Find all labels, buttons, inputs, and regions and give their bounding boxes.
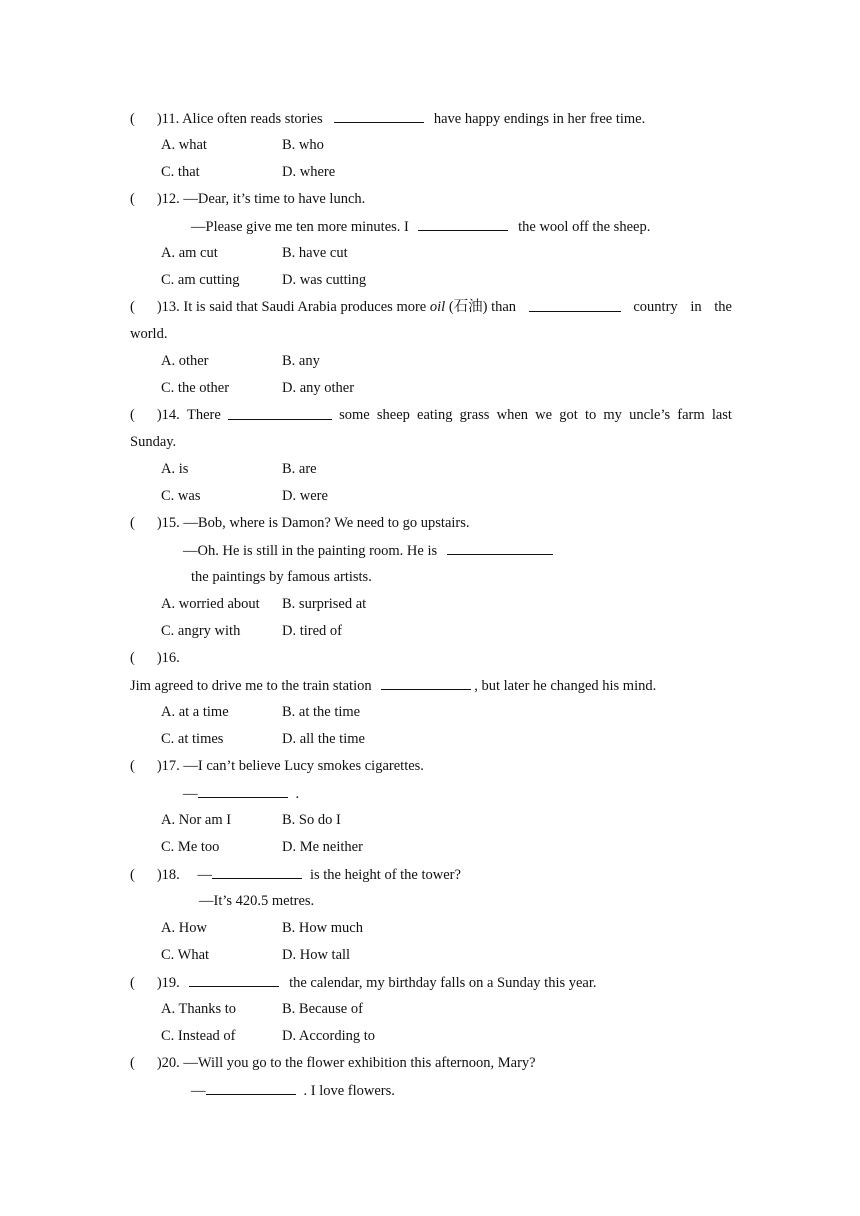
answer-blank[interactable] xyxy=(198,783,288,798)
question-15: ( )15. —Bob, where is Damon? We need to go upstairs. xyxy=(130,515,470,531)
answer-blank[interactable] xyxy=(334,108,424,123)
option-c[interactable]: C. Instead of xyxy=(161,1028,236,1044)
option-d[interactable]: D. where xyxy=(282,164,336,180)
question-11: ( )11. Alice often reads stories have happy endings in her free time. xyxy=(130,108,645,129)
question-20: ( )20. —Will you go to the flower exhibition this afternoon, Mary? xyxy=(130,1055,536,1071)
answer-blank[interactable] xyxy=(418,216,508,231)
option-a[interactable]: A. what xyxy=(161,137,207,153)
answer-blank[interactable] xyxy=(212,864,302,879)
option-c[interactable]: C. Me too xyxy=(161,839,220,855)
option-b[interactable]: B. at the time xyxy=(282,704,361,720)
question-18-reply: —It’s 420.5 metres. xyxy=(199,893,315,909)
option-c[interactable]: C. the other xyxy=(161,380,230,396)
option-d[interactable]: D. Me neither xyxy=(282,839,363,855)
answer-blank[interactable] xyxy=(228,405,332,420)
option-a[interactable]: A. How xyxy=(161,920,207,936)
question-14-cont: Sunday. xyxy=(130,434,177,450)
question-17-reply: — . xyxy=(183,783,299,804)
option-b[interactable]: B. any xyxy=(282,353,320,369)
option-d[interactable]: D. How tall xyxy=(282,947,351,963)
option-b[interactable]: B. So do I xyxy=(282,812,341,828)
option-d[interactable]: D. were xyxy=(282,488,328,504)
option-b[interactable]: B. who xyxy=(282,137,324,153)
option-d[interactable]: D. tired of xyxy=(282,623,342,639)
question-15-cont: the paintings by famous artists. xyxy=(191,569,372,585)
question-14: ( )14. There some sheep eating grass when we got to my uncle’s farm last xyxy=(130,407,732,423)
option-c[interactable]: C. at times xyxy=(161,731,224,747)
question-17: ( )17. —I can’t believe Lucy smokes cigarettes. xyxy=(130,758,424,774)
question-12: ( )12. —Dear, it’s time to have lunch. xyxy=(130,191,366,207)
option-a[interactable]: A. is xyxy=(161,461,189,477)
option-c[interactable]: C. am cutting xyxy=(161,272,240,288)
option-a[interactable]: A. other xyxy=(161,353,209,369)
answer-blank[interactable] xyxy=(529,297,621,312)
option-c[interactable]: C. What xyxy=(161,947,210,963)
option-b[interactable]: B. How much xyxy=(282,920,363,936)
option-a[interactable]: A. Thanks to xyxy=(161,1001,237,1017)
answer-blank[interactable] xyxy=(381,675,471,690)
option-d[interactable]: D. was cutting xyxy=(282,272,367,288)
answer-blank[interactable] xyxy=(206,1080,296,1095)
question-13: ( )13. It is said that Saudi Arabia produces more oil (石油) than country in the xyxy=(130,299,732,315)
question-12-reply: —Please give me ten more minutes. I the wool off the sheep. xyxy=(191,216,650,237)
option-d[interactable]: D. According to xyxy=(282,1028,376,1044)
option-d[interactable]: D. all the time xyxy=(282,731,365,747)
option-c[interactable]: C. was xyxy=(161,488,201,504)
question-18: ( )18. — is the height of the tower? xyxy=(130,864,461,885)
option-b[interactable]: B. are xyxy=(282,461,317,477)
answer-blank[interactable] xyxy=(447,540,553,555)
question-15-reply: —Oh. He is still in the painting room. He is xyxy=(183,540,559,561)
option-b[interactable]: B. have cut xyxy=(282,245,348,261)
question-19: ( )19. the calendar, my birthday falls on a Sunday this year. xyxy=(130,972,597,993)
option-b[interactable]: B. Because of xyxy=(282,1001,363,1017)
option-a[interactable]: A. worried about xyxy=(161,596,260,612)
option-c[interactable]: C. angry with xyxy=(161,623,241,639)
question-16: ( )16. xyxy=(130,650,180,666)
option-d[interactable]: D. any other xyxy=(282,380,355,396)
question-13-cont: world. xyxy=(130,326,168,342)
question-20-reply: — . I love flowers. xyxy=(191,1080,395,1101)
option-a[interactable]: A. at a time xyxy=(161,704,229,720)
question-16-stem: Jim agreed to drive me to the train station , but later he changed his mind. xyxy=(130,675,656,696)
answer-blank[interactable] xyxy=(189,972,279,987)
option-a[interactable]: A. Nor am I xyxy=(161,812,232,828)
option-a[interactable]: A. am cut xyxy=(161,245,218,261)
option-c[interactable]: C. that xyxy=(161,164,200,180)
option-b[interactable]: B. surprised at xyxy=(282,596,367,612)
